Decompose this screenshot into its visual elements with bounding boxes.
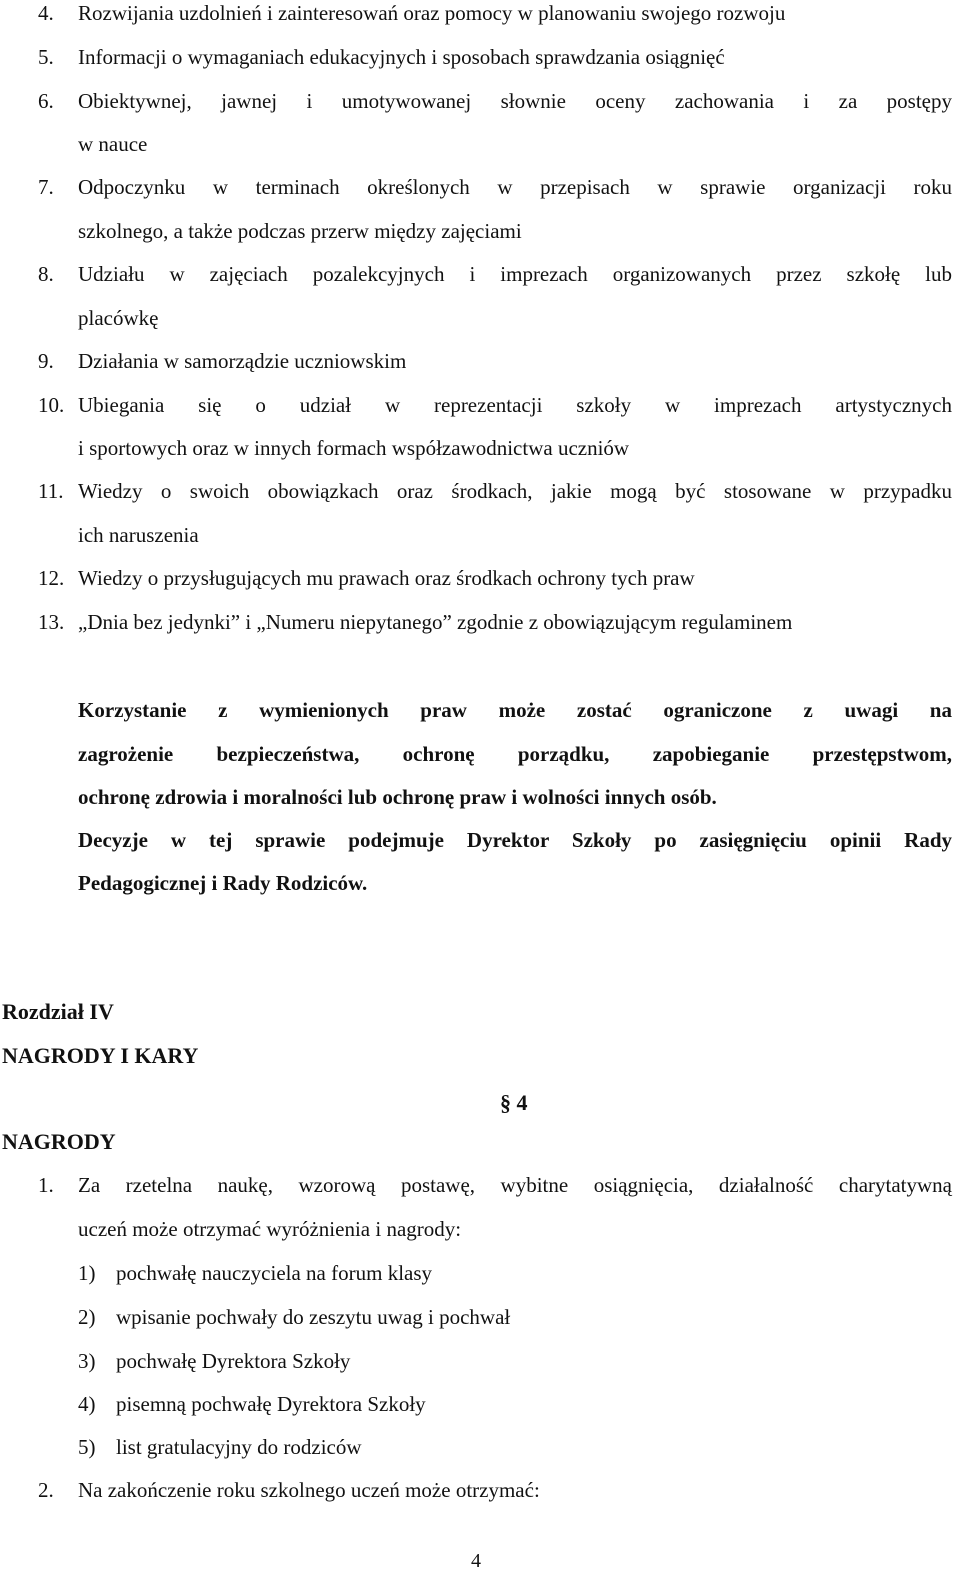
list-number: 7. [38,175,54,199]
award-text: wpisanie pochwały do zeszytu uwag i pochwał [116,1305,511,1329]
paragraph-line: zagrożenie bezpieczeństwa, ochronę porządku, zapobieganie przestępstwom, [78,742,952,766]
list-number: 10. [38,393,65,417]
list-number: 13. [38,610,65,634]
list-text: i sportowych oraz w innych formach współzawodnictwa uczniów [78,436,630,460]
list-text: uczeń może otrzymać wyróżnienia i nagrody: [78,1217,462,1241]
list-text: Wiedzy o przysługujących mu prawach oraz środkach ochrony tych praw [78,566,695,590]
list-text: Działania w samorządzie uczniowskim [78,349,407,373]
list-text: Na zakończenie roku szkolnego uczeń może otrzymać: [78,1478,540,1502]
award-number: 4) [78,1392,96,1416]
list-text: Udziału w zajęciach pozalekcyjnych i imprezach organizowanych przez szkołę lub [78,262,952,286]
list-number: 12. [38,566,65,590]
award-text: pochwałę nauczyciela na forum klasy [116,1261,433,1285]
list-text: Informacji o wymaganiach edukacyjnych i sposobach sprawdzania osiągnięć [78,45,725,69]
award-number: 2) [78,1305,96,1329]
list-number: 6. [38,89,54,113]
list-text: ich naruszenia [78,523,199,547]
list-text: „Dnia bez jedynki” i „Numeru niepytanego” zgodnie z obowiązującym regulaminem [78,610,793,634]
list-number: 4. [38,1,54,25]
page-number: 4 [471,1550,481,1572]
chapter-title: NAGRODY I KARY [2,1043,199,1068]
paragraph-line: Korzystanie z wymienionych praw może zostać ograniczone z uwagi na [78,698,952,722]
section-mark: § 4 [500,1090,528,1115]
list-text: szkolnego, a także podczas przerw między zajęciami [78,219,522,243]
list-text: placówkę [78,306,159,330]
paragraph-line: ochronę zdrowia i moralności lub ochronę praw i wolności innych osób. [78,785,717,809]
list-number: 8. [38,262,54,286]
list-number: 11. [38,479,64,503]
list-text: Ubiegania się o udział w reprezentacji szkoły w imprezach artystycznych [78,393,952,417]
list-text: w nauce [78,132,148,156]
chapter-number: Rozdział IV [2,999,114,1024]
award-number: 1) [78,1261,96,1285]
list-text: Rozwijania uzdolnień i zainteresowań oraz pomocy w planowaniu swojego rozwoju [78,1,786,25]
list-text: Wiedzy o swoich obowiązkach oraz środkach, jakie mogą być stosowane w przypadku [78,479,952,503]
list-number: 5. [38,45,54,69]
list-text: Odpoczynku w terminach określonych w przepisach w sprawie organizacji roku [78,175,952,199]
award-text: pochwałę Dyrektora Szkoły [116,1349,351,1373]
list-number: 9. [38,349,54,373]
award-text: list gratulacyjny do rodziców [116,1435,362,1459]
paragraph-line: Pedagogicznej i Rady Rodziców. [78,871,368,895]
paragraph-line: Decyzje w tej sprawie podejmuje Dyrektor Szkoły po zasięgnięciu opinii Rady [78,828,952,852]
award-text: pisemną pochwałę Dyrektora Szkoły [116,1392,426,1416]
list-number: 1. [38,1173,54,1197]
list-text: Obiektywnej, jawnej i umotywowanej słownie oceny zachowania i za postępy [78,89,952,113]
award-number: 5) [78,1435,96,1459]
award-number: 3) [78,1349,96,1373]
subheading: NAGRODY [2,1129,116,1154]
list-number: 2. [38,1478,54,1502]
list-text: Za rzetelna naukę, wzorową postawę, wybitne osiągnięcia, działalność charytatywną [78,1173,952,1197]
